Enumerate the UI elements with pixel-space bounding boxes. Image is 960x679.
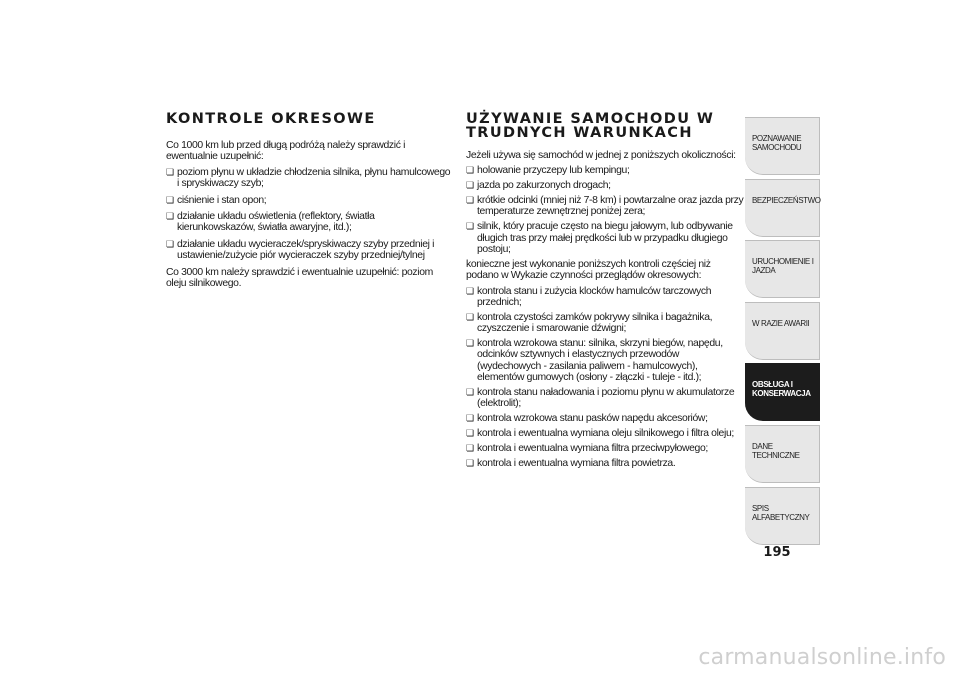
periodic-checks-section: [166, 112, 451, 289]
tab-w-razie-awarii[interactable]: W RAZIE AWARII: [745, 302, 820, 360]
watermark: carmanualsonline.info: [698, 645, 946, 670]
list-item: ❏ działanie układu oświetlenia (reflektory, światła kierunkowskazów, światła awaryjne, itd.);: [166, 211, 451, 234]
periodic-checks-list: [166, 167, 451, 262]
conditions-list: [466, 165, 744, 255]
list-item: ❏ kontrola stanu i zużycia klocków hamulców tarczowych przednich;: [466, 286, 744, 309]
list-item: ❏ jazda po zakurzonych drogach;: [466, 180, 744, 191]
list-item: ❏ kontrola wzrokowa stanu: silnika, skrzyni biegów, napędu, odcinków sztywnych i elastycznych przewodów (wydechowych - zasilania paliwem - hamulcowych), elementów gumowych (osłony - złączki - tuleje - itd.);: [466, 338, 744, 384]
difficult-conditions-section: [466, 112, 744, 472]
tab-uruchomienie-i-jazda[interactable]: URUCHOMIENIE I JAZDA: [745, 240, 820, 298]
list-item: ❏ kontrola i ewentualna wymiana oleju silnikowego i filtra oleju;: [466, 428, 744, 439]
checks-list: [466, 286, 744, 469]
list-item: ❏ kontrola i ewentualna wymiana filtra powietrza.: [466, 458, 744, 469]
section-title-difficult-conditions: UŻYWANIE SAMOCHODU W TRUDNYCH WARUNKACH: [466, 111, 715, 141]
difficult-conditions-middle: konieczne jest wykonanie poniższych kontroli częściej niż podano w Wykazie czynności przeglądów okresowych:: [466, 258, 711, 282]
list-item: ❏ kontrola i ewentualna wymiana filtra przeciwpyłowego;: [466, 443, 744, 454]
difficult-conditions-intro: Jeżeli używa się samochód w jednej z poniższych okoliczności:: [466, 150, 736, 161]
list-item: ❏ kontrola czystości zamków pokrywy silnika i bagażnika, czyszczenie i smarowanie dźwigni;: [466, 312, 744, 335]
section-title-periodic-checks: KONTROLE OKRESOWE: [166, 111, 376, 127]
periodic-checks-intro: Co 1000 km lub przed długą podróżą należy sprawdzić i ewentualnie uzupełnić:: [166, 140, 406, 163]
tab-poznawanie-samochodu[interactable]: POZNAWANIE SAMOCHODU: [745, 117, 820, 175]
periodic-checks-outro: Co 3000 km należy sprawdzić i ewentualnie uzupełnić: poziom oleju silnikowego.: [166, 266, 433, 290]
list-item: ❏ kontrola wzrokowa stanu pasków napędu akcesoriów;: [466, 413, 744, 424]
tab-spis-alfabetyczny[interactable]: SPIS ALFABETYCZNY: [745, 487, 820, 545]
list-item: ❏ holowanie przyczepy lub kempingu;: [466, 165, 744, 176]
page-number: 195: [763, 545, 791, 560]
tab-dane-techniczne[interactable]: DANE TECHNICZNE: [745, 425, 820, 483]
list-item: ❏ silnik, który pracuje często na biegu jałowym, lub odbywanie długich tras przy małej prędkości lub w przypadku długiego postoju;: [466, 221, 744, 255]
list-item: ❏ kontrola stanu naładowania i poziomu płynu w akumulatorze (elektrolit);: [466, 387, 744, 410]
list-item: ❏ działanie układu wycieraczek/spryskiwaczy szyby przedniej i ustawienie/zużycie piór wycieraczek szyby przedniej/tylnej: [166, 239, 451, 262]
tab-bezpieczenstwo[interactable]: BEZPIECZEŃSTWO: [745, 179, 820, 237]
chapter-tabs: [745, 117, 820, 548]
tab-obsluga-i-konserwacja[interactable]: OBSŁUGA I KONSERWACJA: [745, 363, 820, 421]
list-item: ❏ poziom płynu w układzie chłodzenia silnika, płynu hamulcowego i spryskiwaczy szyb;: [166, 167, 451, 190]
list-item: ❏ krótkie odcinki (mniej niż 7-8 km) i powtarzalne oraz jazda przy temperaturze zewnętrznej poniżej zera;: [466, 195, 744, 218]
list-item: ❏ ciśnienie i stan opon;: [166, 195, 451, 206]
